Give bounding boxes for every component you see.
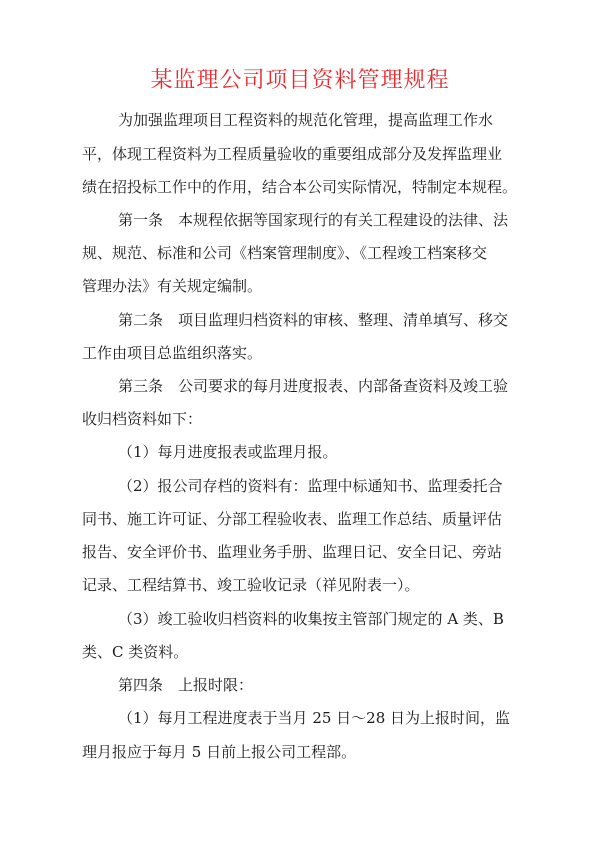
article2-line-2: 工作由项目总监组织落实。 [82,344,263,362]
article1-line-1: 第一条 本规程依据等国家现行的有关工程建设的法律、法 [118,211,509,229]
article2-line-1: 第二条 项目监理归档资料的审核、整理、清单填写、移交 [118,311,509,329]
item4-line-2: 理月报应于每月 5 日前上报公司工程部。 [82,743,357,761]
document-title: 某监理公司项目资料管理规程 [150,68,450,93]
item3-line-1: （3）竣工验收归档资料的收集按主管部门规定的 A 类、B [118,610,504,628]
article1-line-3: 管理办法》有关规定编制。 [82,277,263,295]
item4-line-1: （1）每月工程进度表于当月 25 日～28 日为上报时间，监 [118,709,511,727]
article3-line-1: 第三条 公司要求的每月进度报表、内部备查资料及竣工验 [118,377,509,395]
item2-line-2: 同书、施工许可证、分部工程验收表、监理工作总结、质量评估 [82,510,503,528]
item2-line-1: （2）报公司存档的资料有：监理中标通知书、监理委托合 [118,477,503,495]
article1-line-2: 规、规范、标准和公司《档案管理制度》、《工程竣工档案移交 [82,244,488,262]
item2-line-4: 记录、工程结算书、竣工验收记录（祥见附表一）。 [82,576,420,594]
item3-line-2: 类、C 类资料。 [82,643,189,661]
intro-line-2: 平，体现工程资料为工程质量验收的重要组成部分及发挥监理业 [82,145,503,163]
intro-line-1: 为加强监理项目工程资料的规范化管理，提高监理工作水 [118,111,494,129]
item2-line-3: 报告、安全评价书、监理业务手册、监理日记、安全日记、旁站 [82,543,503,561]
article4-line-1: 第四条 上报时限： [118,676,254,694]
article3-line-2: 收归档资料如下： [82,410,203,428]
intro-line-3: 绩在招投标工作中的作用，结合本公司实际情况，特制定本规程。 [82,178,518,196]
item1-line-1: （1）每月进度报表或监理月报。 [118,443,338,461]
